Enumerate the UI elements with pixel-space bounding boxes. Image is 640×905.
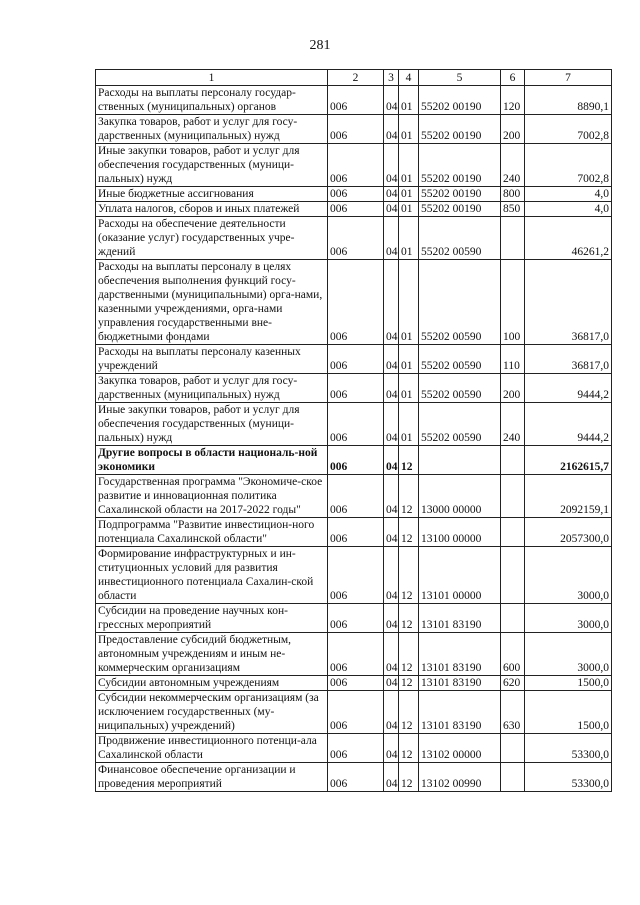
row-code-section: 04: [384, 345, 399, 374]
row-code-subsection: 01: [399, 217, 419, 260]
header-col-5: 5: [419, 70, 501, 86]
row-code-section: 04: [384, 202, 399, 217]
table-row: [96, 734, 612, 763]
table-row: [96, 115, 612, 144]
row-code-target: 55202 00590: [419, 374, 501, 403]
row-amount: 7002,8: [525, 115, 612, 144]
row-code-admin: 006: [328, 518, 384, 547]
row-amount: 3000,0: [525, 547, 612, 604]
row-name: Формирование инфраструктурных и ин-ституционных условий для развития инвестиционного потенциала Сахалин-ской области: [96, 547, 328, 604]
row-code-admin: 006: [328, 547, 384, 604]
row-code-subsection: 01: [399, 86, 419, 115]
row-code-target: 13100 00000: [419, 518, 501, 547]
row-code-expense: [501, 604, 525, 633]
row-code-section: 04: [384, 115, 399, 144]
row-code-admin: 006: [328, 446, 384, 475]
table-row: [96, 217, 612, 260]
row-code-section: 04: [384, 475, 399, 518]
row-code-subsection: 12: [399, 604, 419, 633]
row-code-section: 04: [384, 604, 399, 633]
row-code-subsection: 01: [399, 187, 419, 202]
row-code-section: 04: [384, 734, 399, 763]
row-code-subsection: 01: [399, 115, 419, 144]
table-row: [96, 446, 612, 475]
row-code-target: 13101 83190: [419, 604, 501, 633]
row-name: Закупка товаров, работ и услуг для госу-дарственных (муниципальных) нужд: [96, 374, 328, 403]
row-code-expense: 110: [501, 345, 525, 374]
header-row: [96, 70, 612, 86]
row-name: Иные закупки товаров, работ и услуг для обеспечения государственных (муници-пальных) нужд: [96, 403, 328, 446]
row-code-target: [419, 446, 501, 475]
row-amount: 2162615,7: [525, 446, 612, 475]
row-code-subsection: 12: [399, 734, 419, 763]
row-name: Иные бюджетные ассигнования: [96, 187, 328, 202]
row-code-section: 04: [384, 374, 399, 403]
row-code-section: 04: [384, 187, 399, 202]
row-code-expense: [501, 763, 525, 792]
row-code-subsection: 12: [399, 763, 419, 792]
row-code-expense: 600: [501, 633, 525, 676]
table-row: [96, 202, 612, 217]
row-amount: 53300,0: [525, 763, 612, 792]
row-amount: 36817,0: [525, 260, 612, 345]
row-code-expense: [501, 547, 525, 604]
row-name: Субсидии некоммерческим организациям (за исключением государственных (му-ниципальных) учреждений): [96, 691, 328, 734]
row-code-section: 04: [384, 547, 399, 604]
row-name: Субсидии автономным учреждениям: [96, 676, 328, 691]
row-code-expense: [501, 217, 525, 260]
row-amount: 8890,1: [525, 86, 612, 115]
table-row: [96, 374, 612, 403]
row-amount: 9444,2: [525, 403, 612, 446]
row-code-expense: 100: [501, 260, 525, 345]
table-row: [96, 187, 612, 202]
row-code-target: 13101 83190: [419, 691, 501, 734]
row-code-section: 04: [384, 633, 399, 676]
table-row: [96, 86, 612, 115]
row-name: Иные закупки товаров, работ и услуг для обеспечения государственных (муници-пальных) нужд: [96, 144, 328, 187]
row-amount: 7002,8: [525, 144, 612, 187]
row-code-section: 04: [384, 403, 399, 446]
row-code-target: 13102 00990: [419, 763, 501, 792]
row-code-target: 55202 00590: [419, 217, 501, 260]
row-code-section: 04: [384, 446, 399, 475]
row-code-admin: 006: [328, 633, 384, 676]
row-code-expense: 240: [501, 403, 525, 446]
row-code-subsection: 12: [399, 446, 419, 475]
row-code-admin: 006: [328, 676, 384, 691]
row-code-expense: 200: [501, 115, 525, 144]
row-code-subsection: 12: [399, 475, 419, 518]
row-code-admin: 006: [328, 144, 384, 187]
row-code-subsection: 12: [399, 518, 419, 547]
row-code-subsection: 12: [399, 691, 419, 734]
row-code-admin: 006: [328, 763, 384, 792]
table-row: [96, 604, 612, 633]
row-code-target: 55202 00190: [419, 86, 501, 115]
row-code-section: 04: [384, 217, 399, 260]
row-amount: 4,0: [525, 202, 612, 217]
row-name: Закупка товаров, работ и услуг для госу-дарственных (муниципальных) нужд: [96, 115, 328, 144]
row-name: Финансовое обеспечение организации и проведения мероприятий: [96, 763, 328, 792]
row-amount: 1500,0: [525, 691, 612, 734]
row-code-section: 04: [384, 763, 399, 792]
row-code-expense: [501, 475, 525, 518]
row-amount: 46261,2: [525, 217, 612, 260]
row-amount: 3000,0: [525, 633, 612, 676]
table-row: [96, 676, 612, 691]
row-code-expense: 800: [501, 187, 525, 202]
row-name: Расходы на выплаты персоналу в целях обеспечения выполнения функций госу-дарственными (муниципальными) орга-нами, казенными учреждениями, орга-нами управления государственными вне-бюджетными фондами: [96, 260, 328, 345]
row-code-expense: 120: [501, 86, 525, 115]
row-code-admin: 006: [328, 260, 384, 345]
row-code-expense: 850: [501, 202, 525, 217]
row-code-target: 55202 00190: [419, 144, 501, 187]
row-code-target: 13000 00000: [419, 475, 501, 518]
header-col-2: 2: [328, 70, 384, 86]
row-code-target: 55202 00590: [419, 345, 501, 374]
row-amount: 9444,2: [525, 374, 612, 403]
row-code-admin: 006: [328, 345, 384, 374]
row-code-section: 04: [384, 260, 399, 345]
row-code-section: 04: [384, 676, 399, 691]
table-row: [96, 144, 612, 187]
row-code-subsection: 01: [399, 345, 419, 374]
row-amount: 4,0: [525, 187, 612, 202]
row-code-admin: 006: [328, 217, 384, 260]
row-amount: 2057300,0: [525, 518, 612, 547]
row-amount: 3000,0: [525, 604, 612, 633]
row-name: Уплата налогов, сборов и иных платежей: [96, 202, 328, 217]
row-code-admin: 006: [328, 691, 384, 734]
row-code-target: 13101 83190: [419, 676, 501, 691]
row-code-subsection: 01: [399, 374, 419, 403]
row-code-expense: [501, 734, 525, 763]
row-name: Расходы на обеспечение деятельности (оказание услуг) государственных учре-ждений: [96, 217, 328, 260]
row-code-admin: 006: [328, 734, 384, 763]
row-code-subsection: 01: [399, 403, 419, 446]
row-code-admin: 006: [328, 475, 384, 518]
row-code-target: 55202 00590: [419, 403, 501, 446]
row-code-admin: 006: [328, 202, 384, 217]
header-col-6: 6: [501, 70, 525, 86]
row-name: Подпрограмма "Развитие инвестицион-ного потенциала Сахалинской области": [96, 518, 328, 547]
row-code-section: 04: [384, 518, 399, 547]
header-col-1: 1: [96, 70, 328, 86]
row-code-subsection: 12: [399, 676, 419, 691]
row-amount: 36817,0: [525, 345, 612, 374]
row-name: Расходы на выплаты персоналу государ-ственных (муниципальных) органов: [96, 86, 328, 115]
row-name: Предоставление субсидий бюджетным, автономным учреждениям и иным не-коммерческим организациям: [96, 633, 328, 676]
row-code-expense: 630: [501, 691, 525, 734]
row-code-expense: 200: [501, 374, 525, 403]
row-code-subsection: 12: [399, 633, 419, 676]
row-code-admin: 006: [328, 374, 384, 403]
table-row: [96, 547, 612, 604]
row-name: Продвижение инвестиционного потенци-ала Сахалинской области: [96, 734, 328, 763]
row-code-admin: 006: [328, 86, 384, 115]
row-code-expense: 620: [501, 676, 525, 691]
row-name: Расходы на выплаты персоналу казенных учреждений: [96, 345, 328, 374]
row-name: Другие вопросы в области националь-ной экономики: [96, 446, 328, 475]
row-code-target: 13101 83190: [419, 633, 501, 676]
table-row: [96, 763, 612, 792]
row-code-admin: 006: [328, 115, 384, 144]
table-row: [96, 345, 612, 374]
row-code-target: 55202 00190: [419, 115, 501, 144]
row-code-expense: 240: [501, 144, 525, 187]
header-col-3: 3: [384, 70, 399, 86]
row-code-target: 55202 00590: [419, 260, 501, 345]
table-row: [96, 518, 612, 547]
row-amount: 53300,0: [525, 734, 612, 763]
row-code-admin: 006: [328, 187, 384, 202]
row-amount: 2092159,1: [525, 475, 612, 518]
row-code-section: 04: [384, 144, 399, 187]
row-code-admin: 006: [328, 403, 384, 446]
table-row: [96, 475, 612, 518]
table-body: [96, 86, 612, 792]
row-amount: 1500,0: [525, 676, 612, 691]
table-row: [96, 403, 612, 446]
table-row: [96, 691, 612, 734]
row-code-expense: [501, 518, 525, 547]
row-code-section: 04: [384, 86, 399, 115]
row-code-subsection: 01: [399, 144, 419, 187]
table-row: [96, 260, 612, 345]
budget-table: [95, 69, 612, 792]
page-number: 281: [309, 38, 331, 53]
row-name: Государственная программа "Экономиче-ское развитие и инновационная политика Сахалинской области на 2017-2022 годы": [96, 475, 328, 518]
row-code-target: 55202 00190: [419, 202, 501, 217]
row-code-expense: [501, 446, 525, 475]
row-code-target: 13102 00000: [419, 734, 501, 763]
row-code-subsection: 12: [399, 547, 419, 604]
row-code-subsection: 01: [399, 202, 419, 217]
row-code-target: 55202 00190: [419, 187, 501, 202]
row-code-subsection: 01: [399, 260, 419, 345]
row-name: Субсидии на проведение научных кон-грессных мероприятий: [96, 604, 328, 633]
row-code-admin: 006: [328, 604, 384, 633]
header-col-7: 7: [525, 70, 612, 86]
row-code-section: 04: [384, 691, 399, 734]
header-col-4: 4: [399, 70, 419, 86]
table-row: [96, 633, 612, 676]
row-code-target: 13101 00000: [419, 547, 501, 604]
